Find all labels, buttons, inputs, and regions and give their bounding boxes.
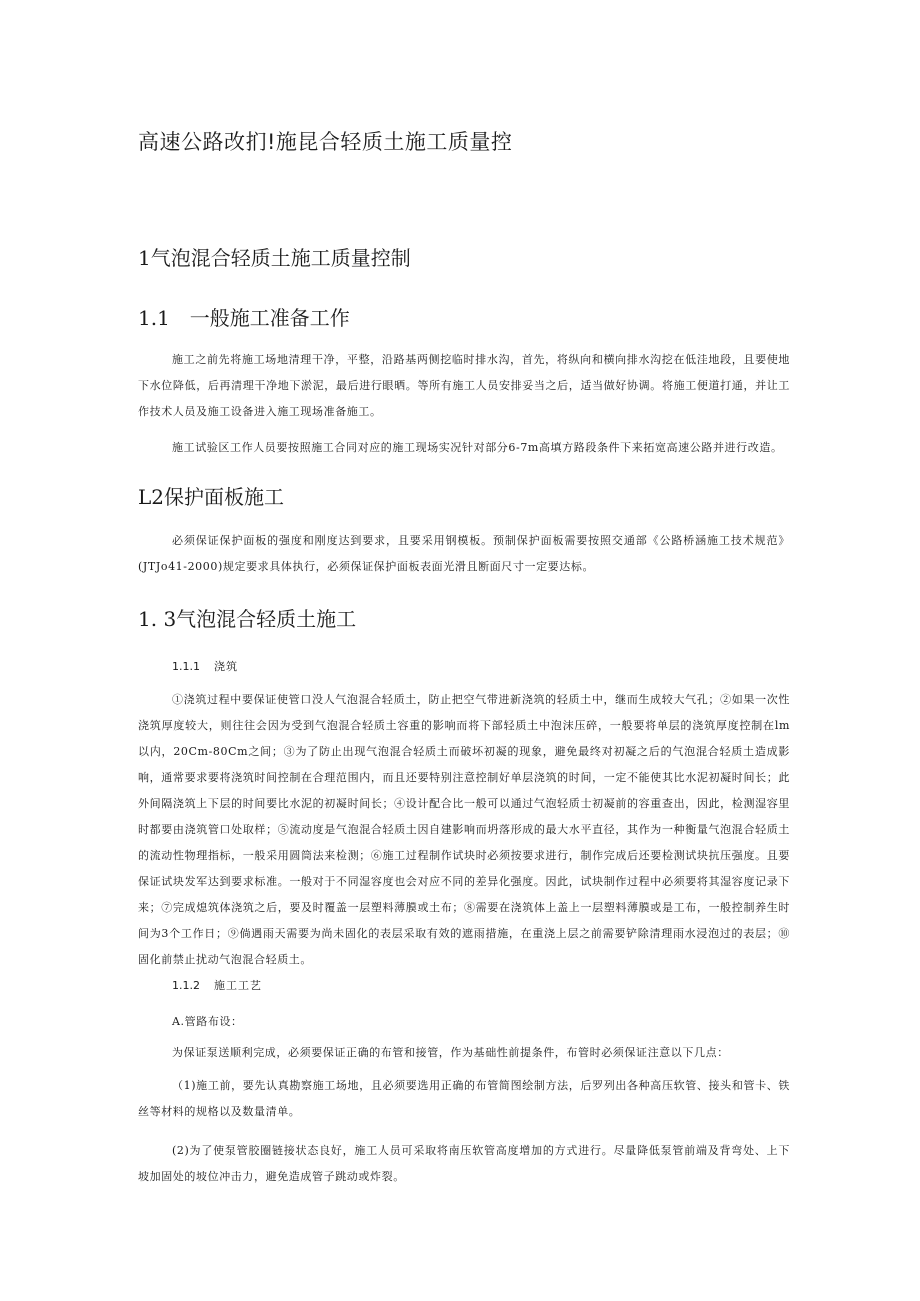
section-heading-1-2: L2保护面板施工 [138, 485, 285, 509]
subsection-title: 施工工艺 [214, 979, 262, 992]
subsection-heading-pouring [172, 658, 238, 674]
item-pipe-layout: A.管路布设： [172, 1015, 243, 1028]
paragraph-test-area: 施工试验区工作人员要按照施工合同对应的施工现场实况针对部分6-7m高填方路段条件下来拓宽高速公路并进行改造。 [172, 441, 783, 454]
section-heading-1: 1气泡混合轻质土施工质量控制 [138, 246, 411, 270]
subsection-title: 浇筑 [214, 660, 238, 673]
paragraph-pipe-layout-intro: 为保证泵送顺利完成，必须要保证正确的布管和接管，作为基础性前提条件，布管时必须保证注意以下几点： [172, 1046, 729, 1059]
paragraph-step-1: （1)施工前，要先认真勘察施工场地，且必须要选用正确的布管简图绘制方法，后罗列出各种高压软管、接头和管卡、铁丝等材料的规格以及数量清单。 [138, 1079, 790, 1118]
subsection-heading-process [172, 977, 262, 993]
paragraph-preparation: 施工之前先将施工场地清理干净，平整，沿路基两侧挖临时排水沟，首先，将纵向和横向排水沟挖在低洼地段，且要使地下水位降低，后再清理干净地下淤泥，最后进行眼晒。等所有施工人员安排妥当之后，适当做好协调。将施工便道打通，并让工作技术人员及施工设备进入施工现场准备施工。 [138, 353, 790, 418]
paragraph-protection-panel: 必须保证保护面板的强度和刚度达到要求，且要采用钢模板。预制保护面板需要按照交通部《公路桥涵施工技术规范》(JTJo41-2000)规定要求具体执行，必须保证保护面板表面光滑且断面尺寸一定要达标。 [138, 534, 790, 573]
paragraph-step-2: (2)为了使泵管胶圈链接状态良好，施工人员可采取将南压软管高度增加的方式进行。尽量降低泵管前端及背弯处、上下坡加固处的坡位冲击力，避免造成管子跳动或炸裂。 [138, 1144, 790, 1183]
subsection-number: 1.1.2 [172, 979, 200, 992]
section-heading-1-3: 1. 3气泡混合轻质土施工 [138, 607, 357, 631]
section-heading-1-1: 1.1 一般施工准备工作 [138, 306, 350, 330]
subsection-number: 1.1.1 [172, 660, 200, 673]
paragraph-pouring-steps: ①浇筑过程中要保证使管口没人气泡混合轻质土，防止把空气带进新浇筑的轻质土中，继而生成较大气孔；②如果一次性浇筑厚度较大，则往往会因为受到气泡混合轻质土容重的影响而将下部轻质土中泡沫压碎，一般要将单层的浇筑厚度控制在lm以内，20Cm-80Cm之间；③为了防止出现气泡混合轻质土而破坏初凝的现象，避免最终对初凝之后的气泡混合轻质土造成影响，通常要求要将浇筑时间控制在合理范围内，而且还要特别注意控制好单层浇筑的时间，一定不能使其比水泥初凝时间长；此外间隔浇筑上下层的时间要比水泥的初凝时间长；④设计配合比一般可以通过气泡轻质士初凝前的容重查出，因此，检测湿容里时都要由浇筑管口处取样；⑤流动度是气泡混合轻质土因自建影响而坍落形成的最大水平直径，其作为一种衡量气泡混合轻质土的流动性物理指标，一般采用圆筒法来检测；⑥施工过程制作试块时必须按要求进行，制作完成后还要检测试块抗压强度。且要保证试块发军达到要求标准。一般对于不同湿容度也会对应不同的差异化强度。因此，试块制作过程中必须要将其湿容度记录下来；⑦完成熄筑体浇筑之后，要及时覆盖一层塑料薄膜或土布；⑧需要在浇筑体上盖上一层塑料薄膜或是工布，一般控制养生时间为3个工作日；⑨倘遇雨天需要为尚未固化的表层采取有效的遮雨措施，在重浇上层之前需要铲除清理雨水浸泡过的表层；⑩固化前禁止扰动气泡混合轻质土。 [138, 693, 790, 966]
document-title: 高速公路改扪!施昆合轻质土施工质量控 [138, 130, 513, 154]
